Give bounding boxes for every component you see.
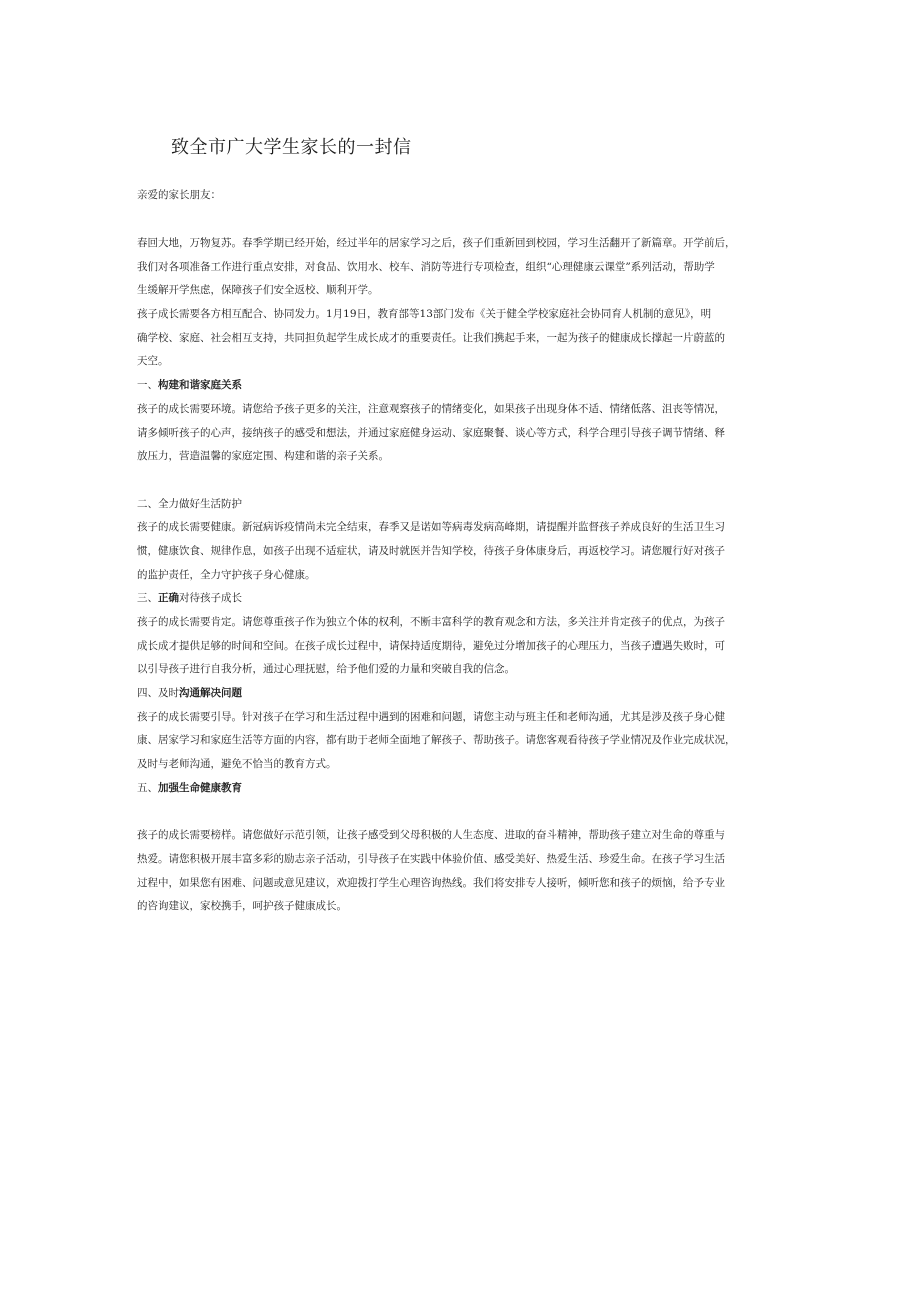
heading-suffix: 对待孩子成长	[179, 592, 242, 605]
paragraph-line	[137, 540, 787, 564]
paragraph-line	[137, 848, 787, 872]
line-text: 孩子的成长需要引导。针对孩子在学习和生活过程中遇到的困难和问题，请您主动与班主任和老师沟通，尤其是涉及孩子身心健	[137, 710, 725, 723]
line-text: 孩子的成长需要健康。新冠病诉疫情尚未完全结束，春季又是诺如等病毒发病高峰期，请提醒并监督孩子养成良好的生活卫生习	[137, 521, 725, 534]
line-text: 惯，健康饮食、规律作息，如孩子出现不适症状，请及时就医并告知学校，待孩子身体康身后，再返校学习。请您履行好对孩子	[137, 544, 725, 557]
heading-number: 三、	[137, 592, 158, 605]
paragraph-line	[137, 327, 787, 351]
heading-number: 一、	[137, 379, 158, 392]
paragraph-line	[137, 753, 787, 777]
salutation: 亲爱的家长朋友：	[137, 189, 221, 201]
line-text: 请多倾听孩子的心声，接纳孩子的感受和想法，并通过家庭健身运动、家庭聚餐、谈心等方式，科学合理引导孩子调节情绪、释	[137, 426, 725, 439]
heading-text: 构建和谐家庭关系	[158, 379, 242, 392]
line-text: 天空。	[137, 355, 169, 368]
blank-line	[137, 801, 787, 825]
line-text: 生缓解开学焦虑，保障孩子们安全返校、顺利开学。	[137, 284, 379, 297]
paragraph-line	[137, 445, 787, 469]
heading-text: 沟通解决问题	[179, 687, 242, 700]
line-text: 及时与老师沟通，避免不恰当的教育方式。	[137, 758, 337, 771]
section-heading	[137, 777, 787, 801]
paragraph-line	[137, 232, 787, 256]
line-text: 以引导孩子进行自我分析，通过心理抚慰，给予他们爱的力量和突破自我的信念。	[137, 663, 515, 676]
letter-body	[137, 232, 787, 919]
document-title: 致全市广大学生家长的一封信	[171, 137, 412, 158]
paragraph-line	[137, 895, 787, 919]
line-text: 放压力，营造温馨的家庭定围、构建和谐的亲子关系。	[137, 450, 389, 463]
blank-line	[137, 469, 787, 493]
line-text: 的监护责任，全力守护孩子身心健康。	[137, 568, 316, 581]
line-text: 二、全力做好生活防护	[137, 497, 242, 510]
paragraph-line	[137, 350, 787, 374]
paragraph-line	[137, 872, 787, 896]
paragraph-line	[137, 398, 787, 422]
section-heading	[137, 587, 787, 611]
heading-text: 加强生命健康教育	[158, 781, 242, 794]
paragraph-line	[137, 635, 787, 659]
heading-number: 四、及时	[137, 687, 179, 700]
line-text: 成长成才提供足够的时间和空间。在孩子成长过程中，请保持适度期待，避免过分增加孩子的心理压力，当孩子遭遇失败时，可	[137, 639, 725, 652]
paragraph-line	[137, 422, 787, 446]
paragraph-line	[137, 729, 787, 753]
paragraph-line	[137, 256, 787, 280]
paragraph-line	[137, 564, 787, 588]
paragraph-line	[137, 279, 787, 303]
line-text: 我们对各项准备工作进行重点安排，对食品、饮用水、校车、消防等进行专项检查，组织“心理健康云课堂”系列活动，帮助学	[137, 260, 715, 273]
paragraph-line	[137, 824, 787, 848]
line-text: 过程中，如果您有困难、问题或意见建议，欢迎拨打学生心理咨询热线。我们将安排专人接听，倾听您和孩子的烦恼，给予专业	[137, 876, 725, 889]
line-text: 孩子成长需要各方相互配合、协同发力。1月19日，教育部等13部门发布《关于健全学校家庭社会协同育人机制的意见》，明	[137, 308, 712, 321]
heading-number: 五、	[137, 781, 158, 794]
line-text: 春回大地，万物复苏。春季学期已经开始，经过半年的居家学习之后，孩子们重新回到校园，学习生活翻开了新篇章。开学前后，	[137, 237, 736, 249]
paragraph-line	[137, 303, 787, 327]
line-text: 康、居家学习和家庭生活等方面的内容，都有助于老师全面地了解孩子、帮助孩子。请您客观看待孩子学业情况及作业完成状况，	[137, 734, 736, 747]
paragraph-line	[137, 611, 787, 635]
paragraph-line	[137, 493, 787, 517]
section-heading	[137, 374, 787, 398]
section-heading	[137, 682, 787, 706]
line-text: 确学校、家庭、社会相互支持，共同担负起学生成长成才的重要责任。让我们携起手来，一起为孩子的健康成长撑起一片蔚蓝的	[137, 331, 725, 344]
line-text: 的咨询建议，家校携手，呵护孩子健康成长。	[137, 900, 347, 913]
paragraph-line	[137, 706, 787, 730]
paragraph-line	[137, 516, 787, 540]
line-text: 孩子的成长需要环境。请您给予孩子更多的关注，注意观察孩子的情绪变化，如果孩子出现身体不适、情绪低落、沮丧等情况，	[137, 402, 725, 415]
paragraph-line	[137, 658, 787, 682]
line-text: 孩子的成长需要肯定。请您尊重孩子作为独立个体的权利，不断丰富科学的教育观念和方法，多关注并肯定孩子的优点，为孩子	[137, 616, 725, 628]
heading-text: 正确	[158, 592, 179, 605]
line-text: 孩子的成长需要榜样。请您做好示范引领，让孩子感受到父母积极的人生态度、进取的奋斗精神，帮助孩子建立对生命的尊重与	[137, 829, 725, 842]
line-text: 热爱。请您积极开展丰富多彩的励志亲子活动，引导孩子在实践中体验价值、感受美好、热爱生活、珍爱生命。在孩子学习生活	[137, 852, 725, 865]
